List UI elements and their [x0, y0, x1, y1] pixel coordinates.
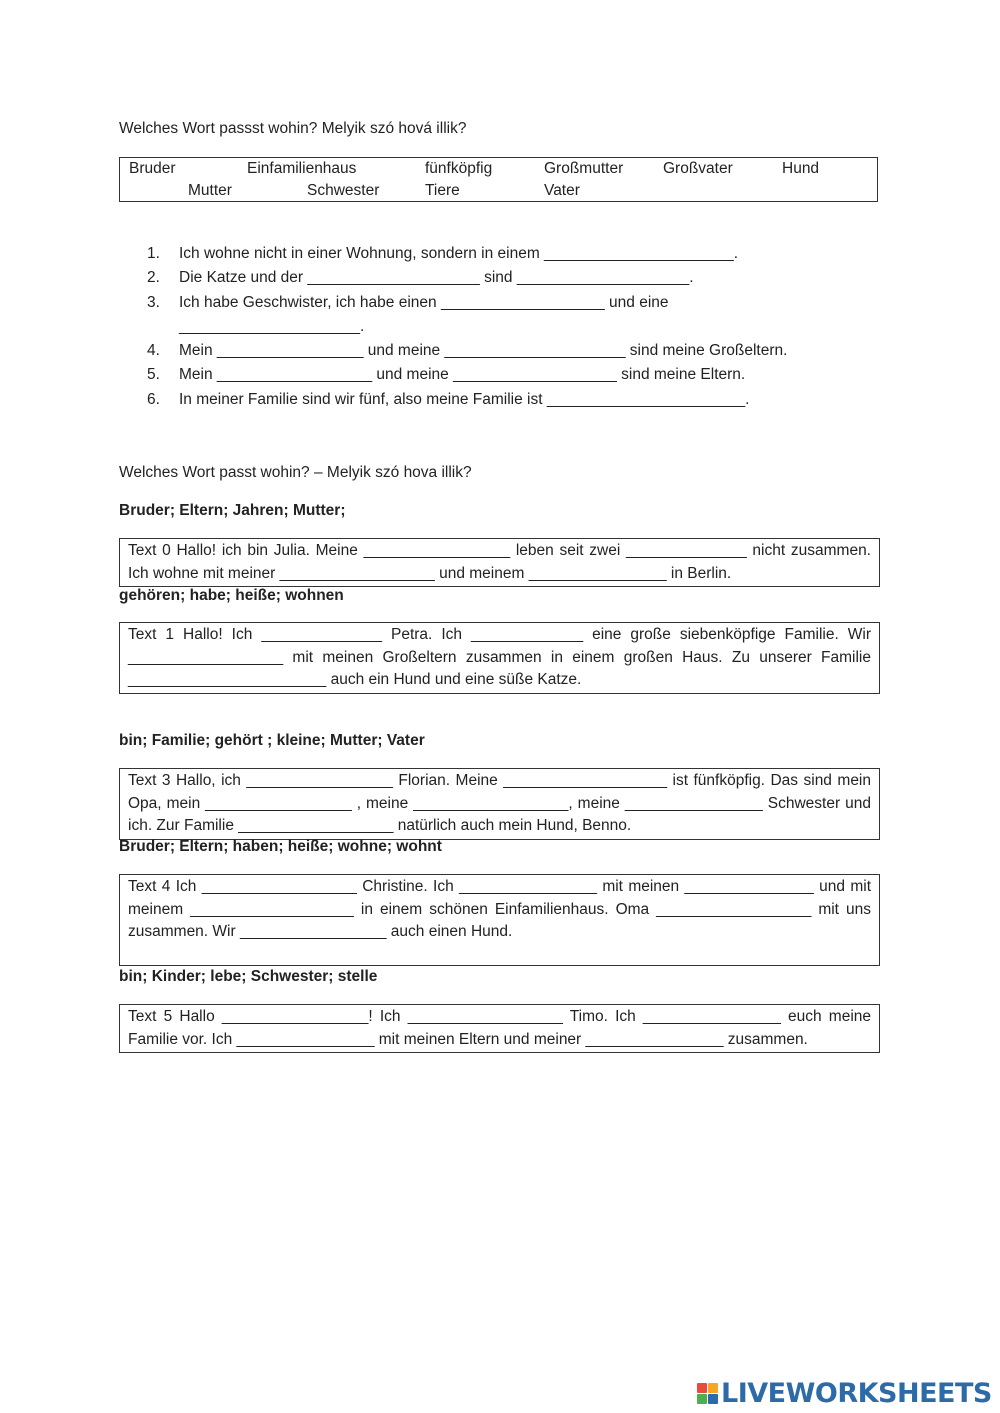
word-bank-box — [119, 157, 878, 202]
sentence-text[interactable]: Mein __________________ und meine ___________________ sind meine Eltern. — [179, 366, 746, 384]
liveworksheets-logo — [697, 1378, 992, 1408]
text-box-0[interactable]: Text 0 Hallo! ich bin Julia. Meine _________________ leben seit zwei ______________ nicht zusammen. Ich wohne mit meiner __________________ und meinem ________________ in Berlin. — [119, 538, 880, 587]
word-bank-text1: gehören; habe; heiße; wohnen — [119, 587, 344, 604]
exercise2-title: Welches Wort passt wohin? – Melyik szó hova illik? — [119, 464, 472, 481]
word-bank-item: Bruder — [129, 160, 176, 177]
text-box-1[interactable]: Text 1 Hallo! Ich ______________ Petra. Ich _____________ eine große siebenköpfige Familie. Wir __________________ mit meinen Großeltern zusammen in einem großen Haus. Zu unserer Familie _______________________ auch ein Hund und eine süße Katze. — [119, 622, 880, 694]
text-box-3[interactable]: Text 3 Hallo, ich _________________ Florian. Meine ___________________ ist fünfköpfig. Das sind mein Opa, mein _________________ , meine __________________, meine ________________ Schwester und ich. Zur Familie __________________ natürlich auch mein Hund, Benno. — [119, 768, 880, 840]
text-box-5[interactable]: Text 5 Hallo _________________! Ich __________________ Timo. Ich ________________ euch meine Familie vor. Ich ________________ mit meinen Eltern und meiner ________________ zusammen. — [119, 1004, 880, 1053]
word-bank-text4: Bruder; Eltern; haben; heiße; wohne; wohnt — [119, 838, 442, 855]
word-bank-text0: Bruder; Eltern; Jahren; Mutter; — [119, 502, 346, 519]
logo-text: LIVEWORKSHEETS — [721, 1377, 992, 1409]
list-item: 6. In meiner Familie sind wir fünf, also meine Familie ist _______________________. — [147, 390, 750, 408]
word-bank-item: Schwester — [307, 182, 380, 199]
logo-squares-icon — [697, 1383, 718, 1404]
word-bank-item: Großvater — [663, 160, 733, 177]
text-box-4[interactable]: Text 4 Ich __________________ Christine. Ich ________________ mit meinen _______________ und mit meinem ___________________ in einem schönen Einfamilienhaus. Oma __________________ mit uns zusammen. Wir _________________ auch einen Hund. — [119, 874, 880, 966]
word-bank-text3: bin; Familie; gehört ; kleine; Mutter; Vater — [119, 732, 425, 749]
word-bank-item: Mutter — [188, 182, 232, 199]
list-item: 5. Mein __________________ und meine ___________________ sind meine Eltern. — [147, 366, 746, 384]
sentence-text[interactable]: In meiner Familie sind wir fünf, also meine Familie ist _______________________. — [179, 390, 750, 408]
sentence-text[interactable]: Ich wohne nicht in einer Wohnung, sondern in einem ______________________. — [179, 245, 739, 262]
list-item: 2. Die Katze und der ____________________ sind ____________________. — [147, 269, 694, 287]
exercise1-title: Welches Wort passst wohin? Melyik szó hová illik? — [119, 120, 467, 137]
word-bank-item: Großmutter — [544, 160, 624, 177]
word-bank-text5: bin; Kinder; lebe; Schwester; stelle — [119, 968, 378, 985]
word-bank-item: Einfamilienhaus — [247, 160, 357, 177]
sentence-text[interactable]: Mein _________________ und meine _____________________ sind meine Großeltern. — [179, 342, 788, 360]
word-bank-item: fünfköpfig — [425, 160, 493, 177]
word-bank-item: Tiere — [425, 182, 460, 199]
list-item: 3. Ich habe Geschwister, ich habe einen ___________________ und eine _____________________. — [147, 291, 867, 340]
list-item: 1. Ich wohne nicht in einer Wohnung, sondern in einem ______________________. — [147, 245, 739, 262]
word-bank-item: Hund — [782, 160, 820, 177]
sentence-text[interactable]: Ich habe Geschwister, ich habe einen ___________________ und eine _____________________. — [179, 293, 669, 335]
sentence-text[interactable]: Die Katze und der ____________________ sind ____________________. — [179, 269, 694, 287]
word-bank-item: Vater — [544, 182, 580, 199]
list-item: 4. Mein _________________ und meine _____________________ sind meine Großeltern. — [147, 342, 788, 360]
exercise1-list — [147, 242, 867, 412]
